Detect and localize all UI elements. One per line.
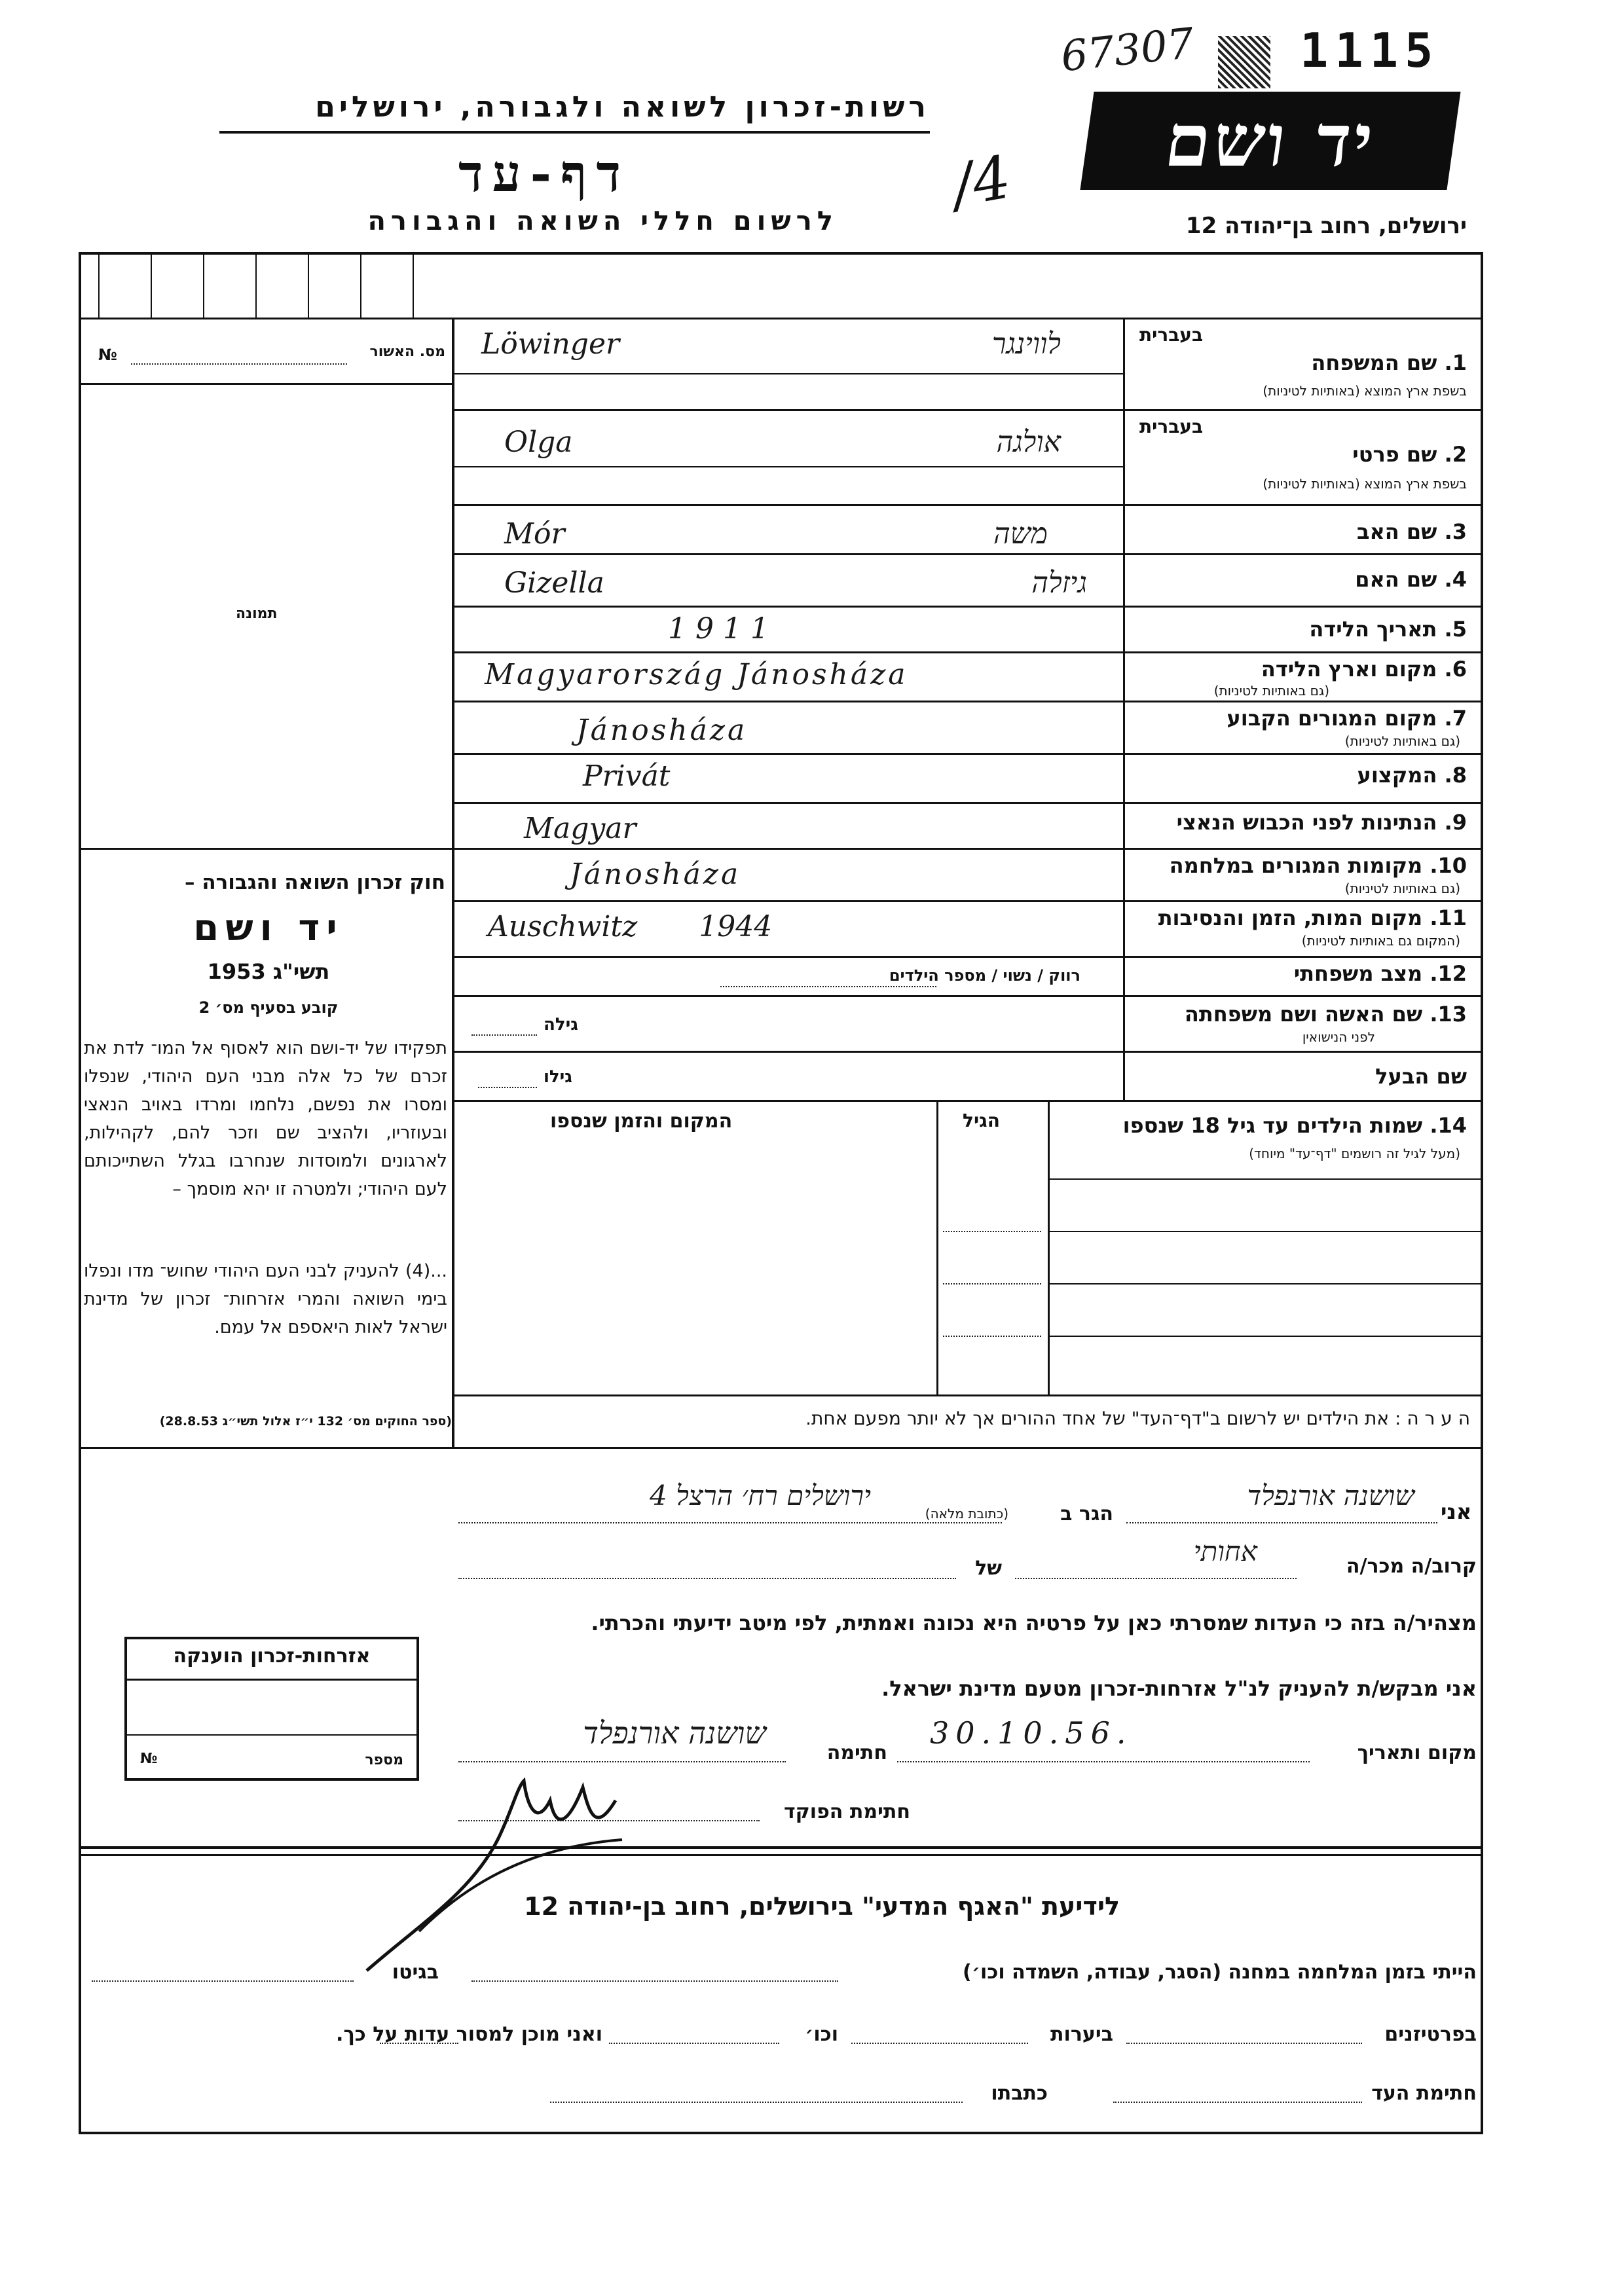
footer-camp-label: הייתי בזמן המלחמה במחנה (הסגר, עבודה, השמדה וכו׳) bbox=[963, 1961, 1477, 1984]
of-label: של bbox=[975, 1557, 1002, 1580]
field-number: 6. bbox=[1444, 657, 1467, 682]
field-number: 7. bbox=[1444, 706, 1467, 731]
field-number: 5. bbox=[1444, 617, 1467, 642]
children-label-text: שמות הילדים עד גיל 18 שנספו bbox=[1122, 1113, 1423, 1138]
field-label-text: שם המשפחה bbox=[1311, 350, 1437, 375]
declarant-name: שושנה אורנפלד bbox=[1247, 1480, 1414, 1512]
hebrew-value: לווינגר bbox=[991, 327, 1061, 361]
relation-label: קרוב/ה מכר/ה bbox=[1346, 1555, 1477, 1578]
field-label bbox=[1261, 657, 1467, 682]
field-number: 13. bbox=[1430, 1002, 1467, 1027]
latin-value: Olga bbox=[504, 426, 573, 459]
field-label-text: מקום וארץ הלידה bbox=[1261, 657, 1437, 682]
form-subtitle: לרשום חללי השואה והגבורה bbox=[367, 206, 838, 236]
stamp-block bbox=[1218, 36, 1270, 88]
form-title: דף-עד bbox=[458, 144, 630, 204]
field-label bbox=[1352, 442, 1467, 467]
field-note: (המקום גם באותיות לטיניות) bbox=[1301, 933, 1460, 949]
citizenship-box-title: אזרחות-זכרון הוענקה bbox=[173, 1645, 371, 1667]
field-number: 10. bbox=[1430, 853, 1467, 878]
field-label bbox=[1227, 706, 1467, 731]
hebrew-value: גיזלה bbox=[1031, 566, 1087, 600]
law-title: חוק זכרון השואה והגבורה – bbox=[185, 871, 445, 894]
signature-label: חתימה bbox=[826, 1741, 887, 1764]
field-value: 1911 bbox=[668, 612, 778, 646]
field-number: 2. bbox=[1444, 442, 1467, 467]
photo-label: תמונה bbox=[236, 606, 278, 622]
footer-ready: ואני מוכן למסור עדות על כך. bbox=[336, 2023, 602, 2046]
law-paragraph-1: תפקידו של יד-ושם הוא לאסוף אל המו־ לדת את זכרם של כל אלה מבני העם היהודי, שנפלו ומסרו את נפשם, נלחמו ומרדו באויב הנאצי ובעוזריו, ולהציב שם וזכר להם, לקהילות, לארגונים ולמוסדות שנחרבו בגלל השתייכותם לעם היהודי; ולמטרה זו יהא מוסמך – bbox=[84, 1038, 447, 1199]
footer-address-label: כתבתו bbox=[991, 2082, 1048, 2105]
field-note: בשפת ארץ המוצא (באותיות לטיניות) bbox=[1263, 383, 1467, 399]
field-note: (גם באותיות לטיניות) bbox=[1344, 881, 1460, 896]
field-label bbox=[1177, 810, 1467, 835]
latin-value: Mór bbox=[504, 517, 565, 551]
field-note: בשפת ארץ המוצא (באותיות לטיניות) bbox=[1263, 476, 1467, 492]
field-label-text: שם האב bbox=[1356, 519, 1437, 544]
footer-forests: ביערות bbox=[1050, 2023, 1113, 2046]
signature-value: שושנה אורנפלד bbox=[583, 1715, 766, 1751]
field-number: 4. bbox=[1444, 567, 1467, 592]
hebrew-tag: בעברית bbox=[1139, 416, 1204, 437]
case-number-suffix: № bbox=[98, 346, 117, 364]
age-label: גילו bbox=[544, 1067, 572, 1087]
col-age: הגיל bbox=[963, 1110, 1000, 1131]
marital-options: רווק / נשוי / מספר הילדים bbox=[889, 966, 1080, 985]
field-label-text: מקום המגורים הקבוע bbox=[1227, 706, 1437, 731]
field-number: 11. bbox=[1430, 905, 1467, 930]
margin-mark: /4 bbox=[947, 143, 1016, 221]
citizenship-box bbox=[124, 1637, 419, 1781]
hebrew-value: אולגה bbox=[996, 426, 1061, 459]
field-label bbox=[1375, 1064, 1467, 1089]
hebrew-value: משה bbox=[993, 517, 1048, 551]
latin-value: Löwinger bbox=[481, 327, 620, 361]
field-label-text: תאריך הלידה bbox=[1309, 617, 1437, 642]
col-place: המקום והזמן שנספו bbox=[550, 1110, 733, 1133]
field-label bbox=[1357, 763, 1467, 788]
latin-value: Gizella bbox=[504, 566, 604, 600]
hebrew-tag: בעברית bbox=[1139, 324, 1204, 346]
law-name: יד ושם bbox=[193, 907, 344, 949]
field-note: לפני הנישואין bbox=[1302, 1029, 1375, 1045]
relation-value: אחותי bbox=[1193, 1535, 1257, 1567]
field-label-text: מקומות המגורים במלחמה bbox=[1169, 853, 1423, 878]
declaration-ani: אני bbox=[1441, 1499, 1472, 1524]
declarant-address: ירושלים רח׳ הרצל 4 bbox=[650, 1480, 871, 1512]
field-note: (גם באותיות לטיניות) bbox=[1344, 733, 1460, 749]
inspector-label: חתימת הפוקד bbox=[784, 1800, 910, 1823]
footer-heading: לידיעת "האגף המדעי" בירושלים, רחוב בן-יהודה 12 bbox=[524, 1892, 1120, 1921]
authority-name: רשות-זכרון לשואה ולגבורה, ירושלים bbox=[315, 90, 930, 124]
law-section: קובע בסעיף מס׳ 2 bbox=[198, 998, 339, 1017]
field-label bbox=[1170, 853, 1467, 878]
footer-etc: וכו׳ bbox=[805, 2023, 838, 2046]
case-number-label: מס. האשור bbox=[369, 344, 445, 360]
law-year: תשי"ג 1953 bbox=[207, 959, 330, 984]
field-label-text: שם האשה ושם משפחתה bbox=[1184, 1002, 1423, 1027]
citizenship-box-number-label: מספר bbox=[365, 1752, 403, 1768]
request: אני מבקש/ת להעניק לנ"ל אזרחות-זכרון מטעם מדינת ישראל. bbox=[881, 1676, 1477, 1701]
children-label bbox=[1123, 1113, 1467, 1138]
field-label bbox=[1158, 905, 1467, 930]
field-value: Auschwitz 1944 bbox=[488, 910, 773, 943]
inspector-signature bbox=[341, 1761, 707, 1977]
footer-ghetto: בגיטו bbox=[392, 1961, 439, 1984]
date-value: 30.10.56. bbox=[930, 1715, 1133, 1751]
field-label bbox=[1294, 961, 1467, 986]
field-value: Magyarország Jánosháza bbox=[485, 658, 908, 691]
field-label bbox=[1185, 1002, 1467, 1027]
field-number: 1. bbox=[1444, 350, 1467, 375]
resides-label: הגר ב bbox=[1060, 1503, 1113, 1525]
citizenship-box-number-suffix: № bbox=[140, 1751, 158, 1767]
page-number: 1115 bbox=[1300, 23, 1440, 78]
field-label bbox=[1309, 617, 1467, 642]
law-paragraph-2: ...(4) להעניק לבני העם היהודי שחוש־ מדו ונפלו בימי השואה והמרי אזרחות־ זכרון של מדינת ישראל לאות היאספם אל עמם. bbox=[84, 1261, 447, 1338]
age-label: גילה bbox=[544, 1015, 578, 1034]
field-number: 9. bbox=[1444, 810, 1467, 835]
children-note: (מעל לגיל זה רושמים "דף־עד" מיוחד) bbox=[1249, 1146, 1460, 1161]
field-value: Privát bbox=[583, 759, 671, 793]
field-label-text: שם פרטי bbox=[1352, 442, 1437, 467]
field-label-text: שם האם bbox=[1355, 567, 1437, 592]
field-label-text: מקום המות, הזמן והנסיבות bbox=[1158, 905, 1423, 930]
field-value: Jánosháza bbox=[576, 714, 748, 747]
field-label bbox=[1311, 350, 1467, 375]
footer-partisans: בפרטיזנים bbox=[1384, 2023, 1477, 2046]
remark: ה ע ר ה : את הילדים יש לרשום ב"דף־העד" של אחד ההורים אך לא יותר מפעם אחת. bbox=[805, 1408, 1470, 1429]
field-label bbox=[1355, 567, 1467, 592]
field-value: Jánosháza bbox=[570, 858, 741, 891]
address: ירושלים, רחוב בן־יהודה 12 bbox=[1185, 213, 1467, 239]
field-label-text: המקצוע bbox=[1357, 763, 1437, 788]
children-number: 14. bbox=[1430, 1113, 1467, 1138]
field-label bbox=[1357, 519, 1467, 544]
field-label-text: מצב משפחתי bbox=[1293, 961, 1423, 986]
field-note: (גם באותיות לטיניות) bbox=[1213, 683, 1329, 699]
yad-vashem-logo bbox=[1080, 92, 1460, 190]
field-number: 12. bbox=[1430, 961, 1467, 986]
field-number: 8. bbox=[1444, 763, 1467, 788]
footer-witness-signature: חתימת העד bbox=[1371, 2082, 1477, 2105]
address-note: (כתובת מלאה) bbox=[925, 1506, 1008, 1522]
field-label-text: שם הבעל bbox=[1375, 1064, 1467, 1089]
statement: מצהיר/ה בזה כי העדות שמסרתי כאן על פרטיה היא נכונה ואמתית, לפי מיטב ידיעתי והכרתי. bbox=[591, 1611, 1477, 1635]
field-value: Magyar bbox=[524, 812, 637, 845]
file-number-handwritten: 67307 bbox=[1058, 19, 1196, 82]
law-reference: (ספר החוקים מס׳ 132 י״ז אלול תשי״ג 28.8.53) bbox=[159, 1414, 452, 1429]
field-label-text: הנתינות לפני הכבוש הנאצי bbox=[1176, 810, 1437, 835]
logo-text: יד ושם bbox=[1160, 98, 1381, 183]
field-number: 3. bbox=[1444, 519, 1467, 544]
place-date-label: מקום ותאריך bbox=[1357, 1741, 1477, 1764]
